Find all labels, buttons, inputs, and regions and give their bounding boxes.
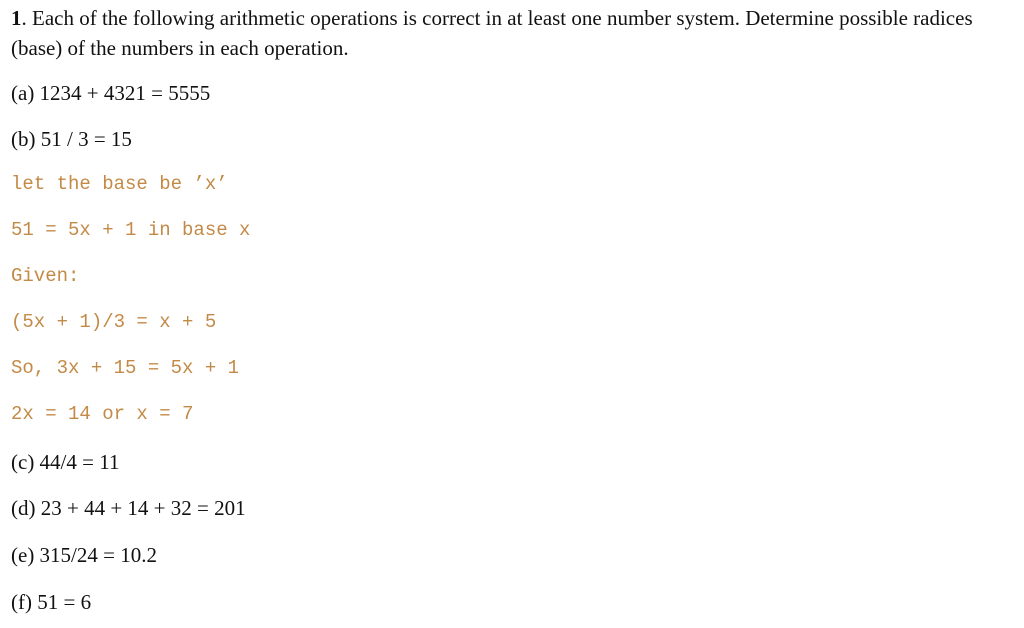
solution-line-6: 2x = 14 or x = 7 — [11, 403, 194, 425]
problem-intro: . Each of the following arithmetic operations is correct in at least one number system. Determine possible radices (base) of the numbers in each operation. — [11, 6, 973, 60]
item-e: (e) 315/24 = 10.2 — [11, 543, 157, 567]
problem-number: 1 — [11, 6, 22, 30]
solution-line-5: So, 3x + 15 = 5x + 1 — [11, 357, 240, 379]
item-b: (b) 51 / 3 = 15 — [11, 127, 132, 151]
solution-line-1: let the base be ’x’ — [11, 173, 228, 195]
item-d: (d) 23 + 44 + 14 + 32 = 201 — [11, 496, 246, 520]
solution-line-2: 51 = 5x + 1 in base x — [11, 219, 251, 241]
solution-line-4: (5x + 1)/3 = x + 5 — [11, 311, 217, 333]
item-a: (a) 1234 + 4321 = 5555 — [11, 81, 211, 105]
solution-line-3: Given: — [11, 265, 80, 287]
problem-statement — [11, 3, 1021, 63]
item-c: (c) 44/4 = 11 — [11, 450, 120, 474]
item-f: (f) 51 = 6 — [11, 590, 92, 614]
